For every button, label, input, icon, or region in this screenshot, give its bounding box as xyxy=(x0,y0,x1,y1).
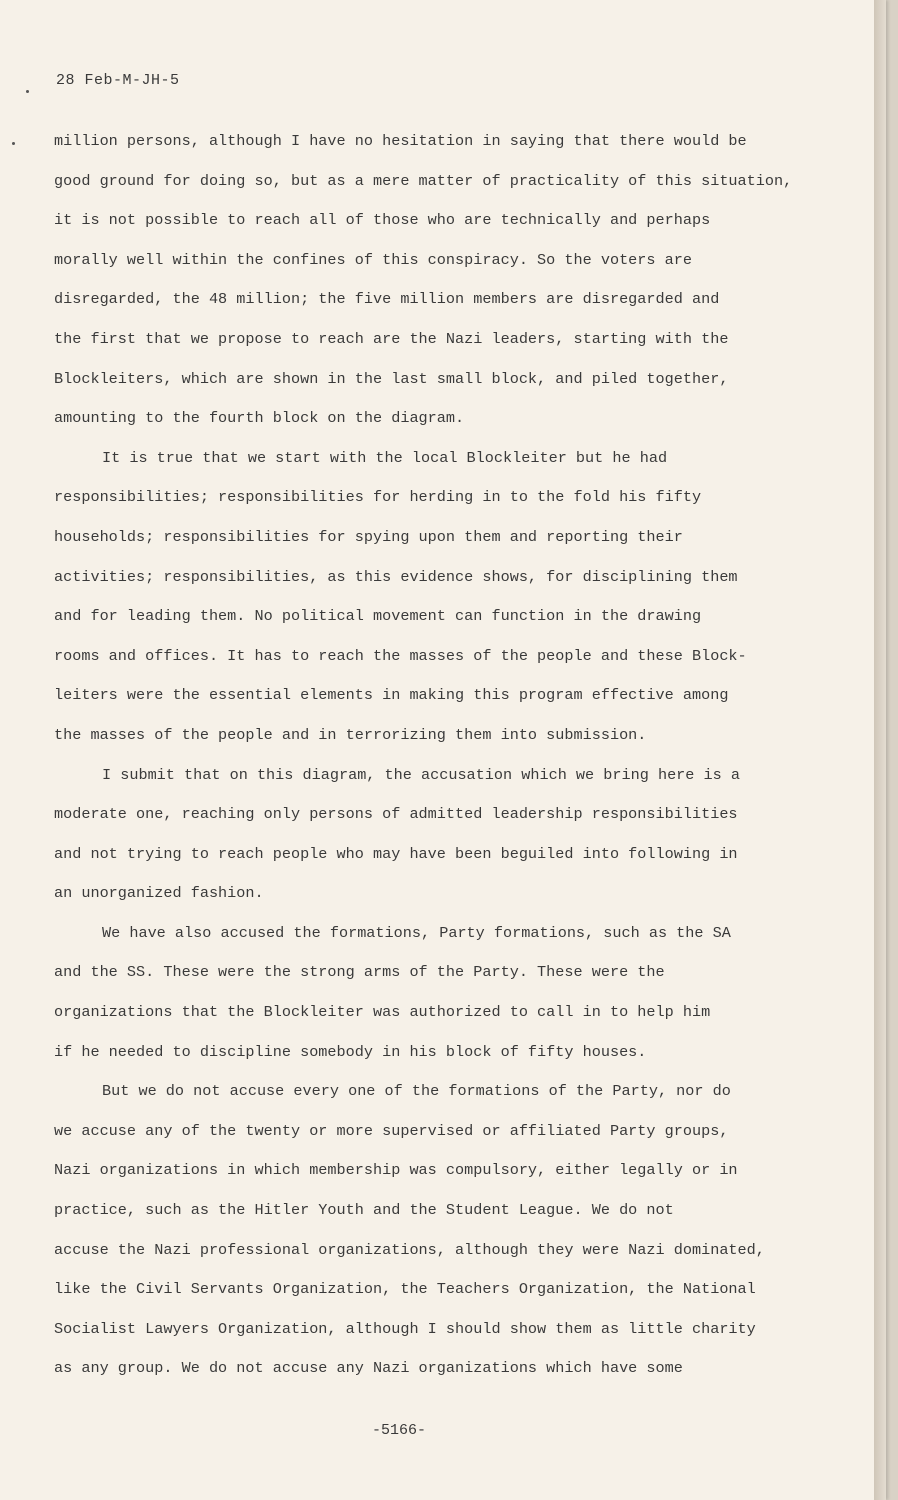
text-line: activities; responsibilities, as this evidence shows, for disciplining them xyxy=(54,567,738,586)
text-line: leiters were the essential elements in making this program effective among xyxy=(54,686,729,705)
text-line: I submit that on this diagram, the accusation which we bring here is a xyxy=(102,765,740,784)
text-line: morally well within the confines of this conspiracy. So the voters are xyxy=(54,250,692,269)
text-line: rooms and offices. It has to reach the masses of the people and these Block- xyxy=(54,646,747,665)
page-number: -5166- xyxy=(372,1422,427,1439)
text-line: the first that we propose to reach are the Nazi leaders, starting with the xyxy=(54,329,729,348)
text-line: and the SS. These were the strong arms of the Party. These were the xyxy=(54,963,665,982)
text-line: We have also accused the formations, Party formations, such as the SA xyxy=(102,923,731,942)
text-line: Blockleiters, which are shown in the last small block, and piled together, xyxy=(54,369,729,388)
text-line: It is true that we start with the local Blockleiter but he had xyxy=(102,448,668,467)
text-line: accuse the Nazi professional organizations, although they were Nazi dominated, xyxy=(54,1240,765,1259)
text-line: disregarded, the 48 million; the five million members are disregarded and xyxy=(54,290,720,309)
text-line: practice, such as the Hitler Youth and the Student League. We do not xyxy=(54,1201,674,1220)
text-line: Socialist Lawyers Organization, although I should show them as little charity xyxy=(54,1319,756,1338)
text-line: we accuse any of the twenty or more supervised or affiliated Party groups, xyxy=(54,1121,729,1140)
text-line: responsibilities; responsibilities for herding in to the fold his fifty xyxy=(54,488,702,507)
text-line: moderate one, reaching only persons of admitted leadership responsibilities xyxy=(54,805,738,824)
text-line: and not trying to reach people who may have been beguiled into following in xyxy=(54,844,738,863)
transcript-body xyxy=(54,126,834,1393)
text-line: amounting to the fourth block on the diagram. xyxy=(54,409,465,428)
text-line: like the Civil Servants Organization, the Teachers Organization, the National xyxy=(54,1280,756,1299)
margin-mark xyxy=(12,142,15,145)
text-line: organizations that the Blockleiter was authorized to call in to help him xyxy=(54,1003,711,1022)
text-line: an unorganized fashion. xyxy=(54,884,264,903)
text-line: But we do not accuse every one of the formations of the Party, nor do xyxy=(102,1082,731,1101)
text-line: households; responsibilities for spying upon them and reporting their xyxy=(54,527,683,546)
text-line: as any group. We do not accuse any Nazi organizations which have some xyxy=(54,1359,683,1378)
text-line: it is not possible to reach all of those who are technically and perhaps xyxy=(54,211,711,230)
document-reference: 28 Feb-M-JH-5 xyxy=(56,72,180,89)
page-edge xyxy=(874,0,886,1500)
text-line: and for leading them. No political movement can function in the drawing xyxy=(54,607,702,626)
margin-mark xyxy=(26,90,29,93)
text-line: million persons, although I have no hesitation in saying that there would be xyxy=(54,132,747,150)
text-line: the masses of the people and in terrorizing them into submission. xyxy=(54,725,647,744)
text-line: Nazi organizations in which membership was compulsory, either legally or in xyxy=(54,1161,738,1180)
text-line: if he needed to discipline somebody in his block of fifty houses. xyxy=(54,1042,647,1061)
text-line: good ground for doing so, but as a mere matter of practicality of this situation, xyxy=(54,171,793,190)
